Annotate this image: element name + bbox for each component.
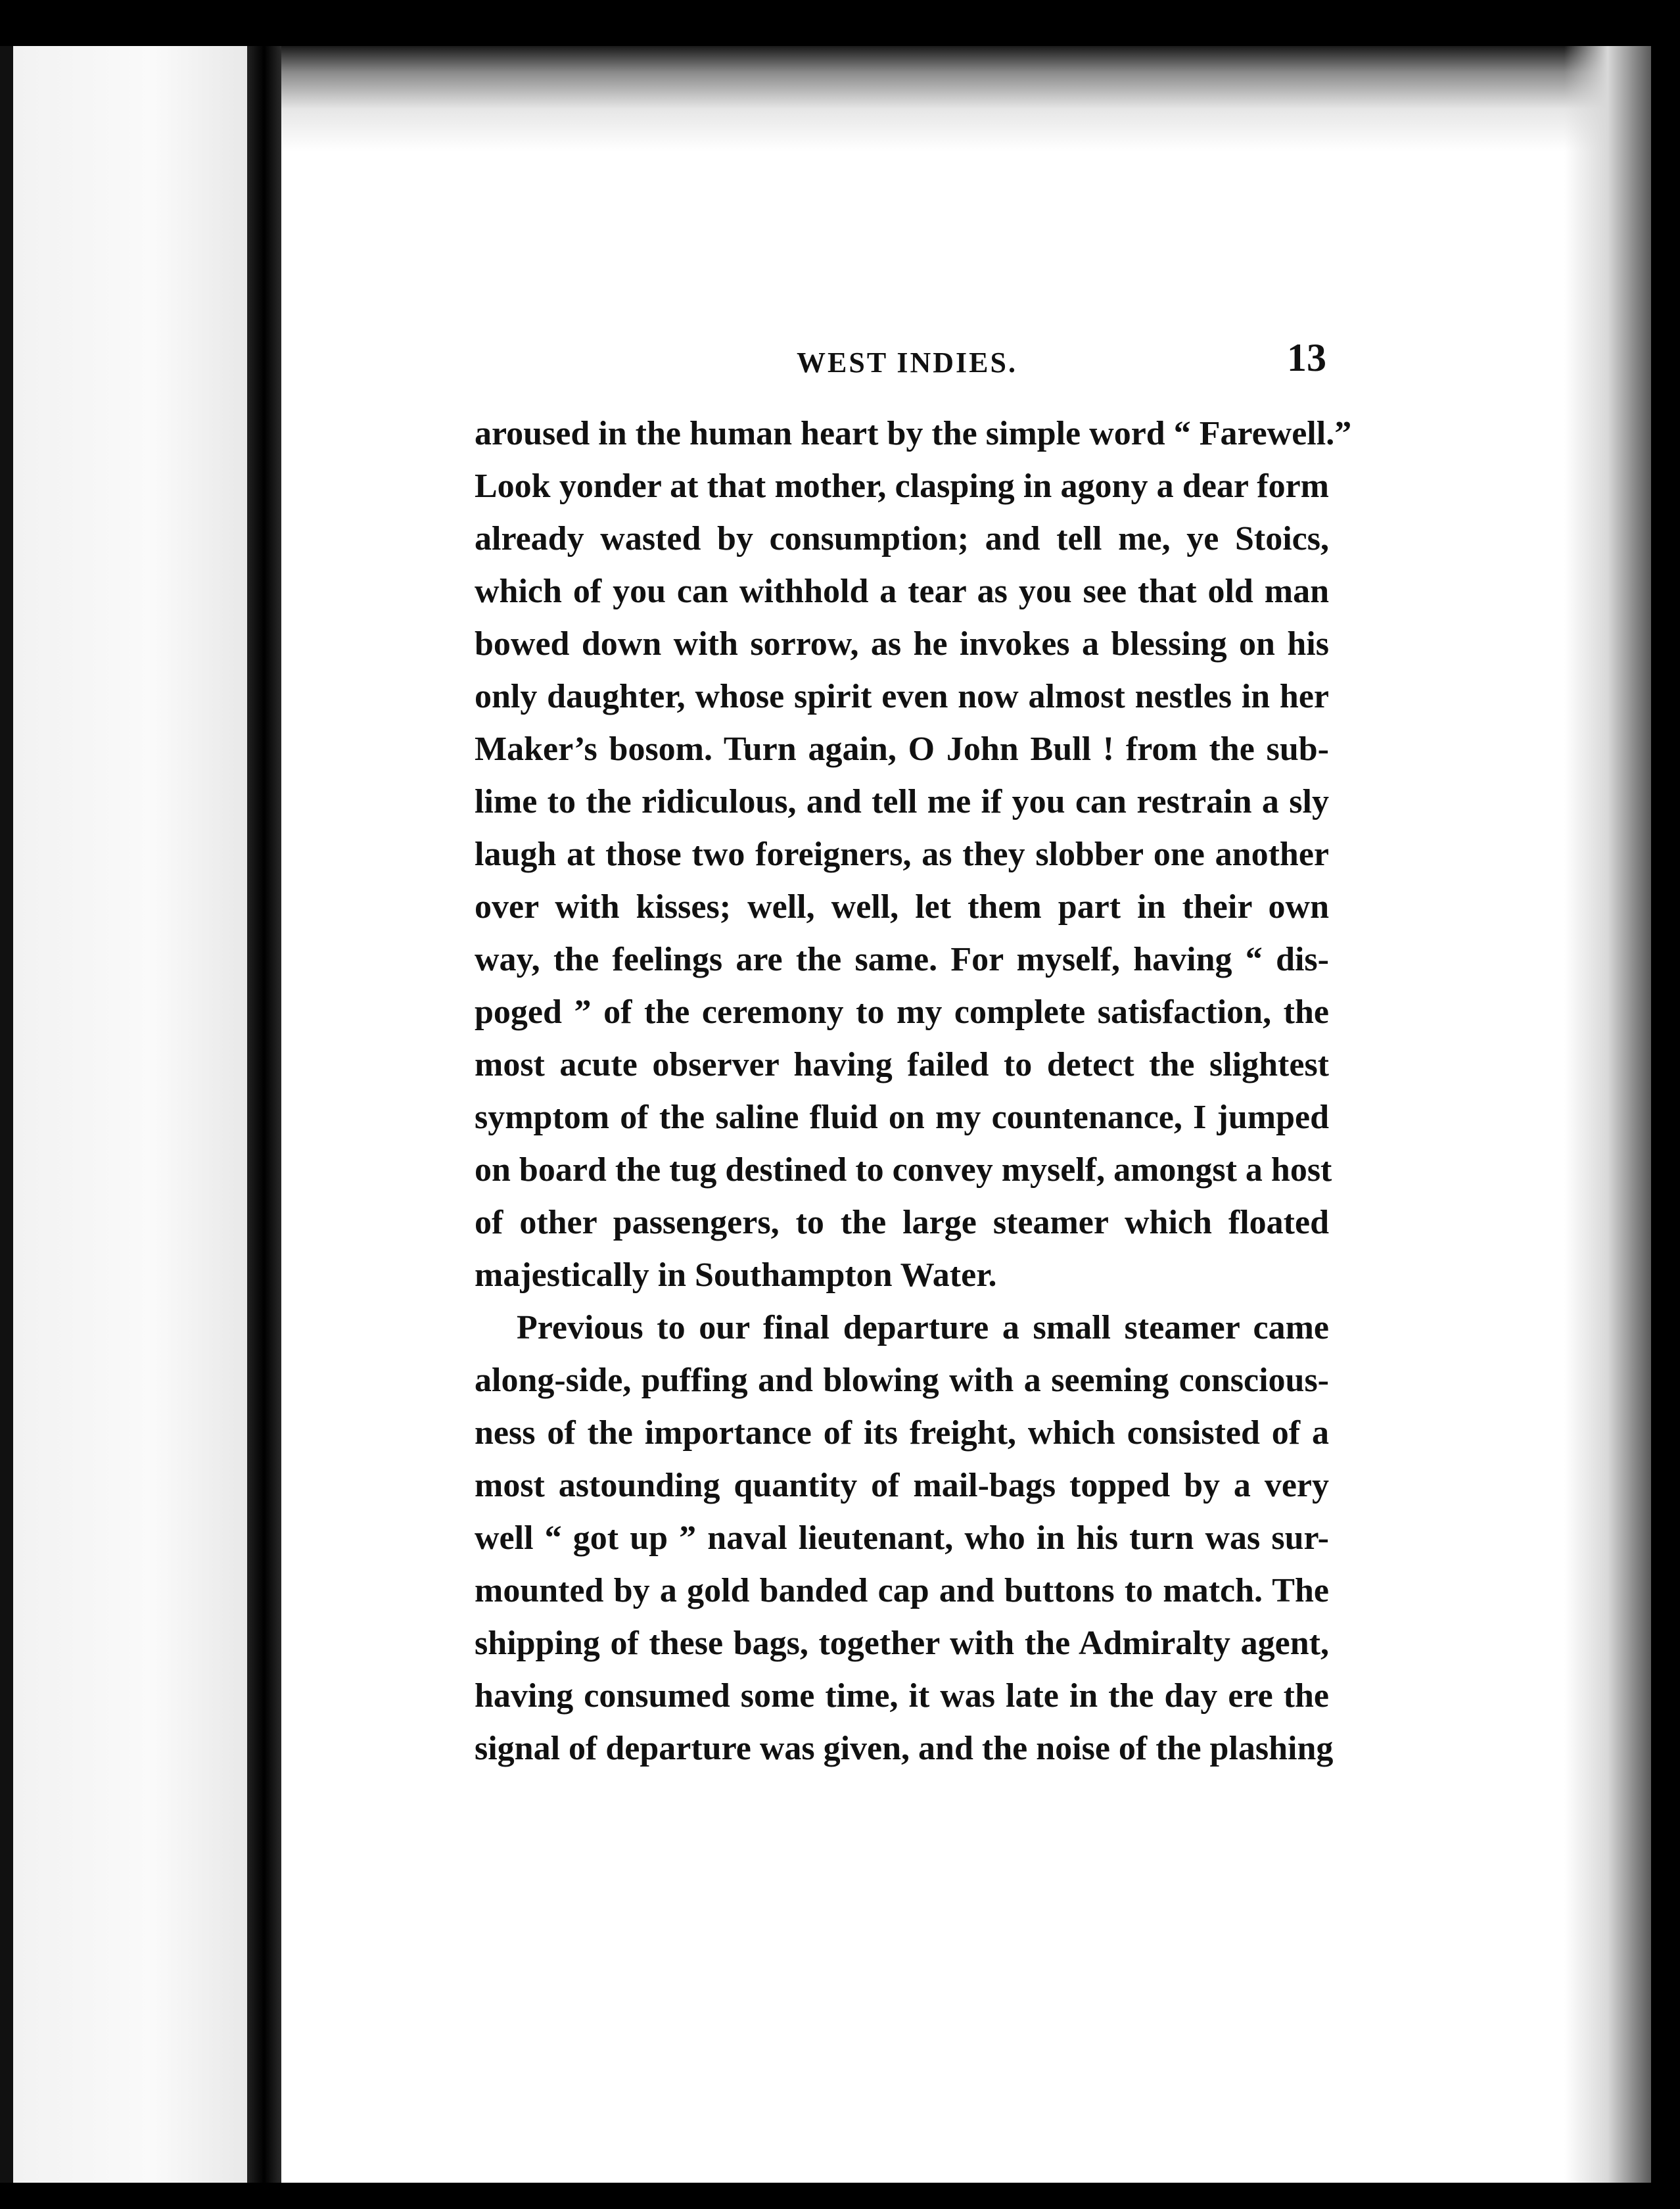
paragraph-1 [475, 408, 1352, 1302]
text-line: Look yonder at that mother, clasping in agony a dear form [475, 467, 1329, 505]
text-line: over with kisses; well, well, let them part in their own [475, 888, 1329, 926]
text-line: most acute observer having failed to detect the slightest [475, 1046, 1329, 1083]
text-line: having consumed some time, it was late in the day ere the [475, 1677, 1329, 1715]
text-line: already wasted by consumption; and tell me, ye Stoics, [475, 520, 1329, 558]
body-text [475, 408, 1352, 1775]
text-line: poged ” of the ceremony to my complete satisfaction, the [475, 993, 1329, 1031]
text-line: aroused in the human heart by the simple word “ Farewell.” [475, 415, 1352, 452]
scan-border-bottom [0, 2183, 1680, 2209]
facing-page-blank [13, 46, 247, 2183]
text-line: lime to the ridiculous, and tell me if you can restrain a sly [475, 783, 1329, 820]
text-line: bowed down with sorrow, as he invokes a blessing on his [475, 625, 1329, 663]
text-line: along-side, puffing and blowing with a seeming conscious- [475, 1362, 1329, 1399]
text-line: of other passengers, to the large steamer which floated [475, 1204, 1329, 1241]
text-line: laugh at those two foreigners, as they slobber one another [475, 836, 1329, 873]
text-line: mounted by a gold banded cap and buttons to match. The [475, 1572, 1329, 1609]
text-line: well “ got up ” naval lieutenant, who in his turn was sur- [475, 1519, 1329, 1557]
text-line: symptom of the saline fluid on my countenance, I jumped [475, 1099, 1329, 1136]
scan-border-right [1651, 0, 1680, 2209]
text-line: signal of departure was given, and the noise of the plashing [475, 1730, 1334, 1767]
page-number: 13 [1287, 336, 1326, 379]
text-line: way, the feelings are the same. For myself, having “ dis- [475, 941, 1329, 978]
paragraph-2 [475, 1302, 1334, 1775]
text-line: on board the tug destined to convey myself, amongst a host [475, 1151, 1332, 1189]
text-line: only daughter, whose spirit even now almost nestles in her [475, 678, 1329, 715]
text-line: Previous to our final departure a small steamer came [517, 1309, 1329, 1346]
scan-shadow-top [281, 46, 1622, 151]
text-line: most astounding quantity of mail-bags topped by a very [475, 1467, 1329, 1504]
text-line: ness of the importance of its freight, which consisted of a [475, 1414, 1329, 1452]
text-line: shipping of these bags, together with the Admiralty agent, [475, 1625, 1329, 1662]
running-head: WEST INDIES. [797, 346, 1017, 379]
text-line: which of you can withhold a tear as you see that old man [475, 573, 1329, 610]
page-header [475, 335, 1326, 388]
book-gutter [247, 46, 281, 2183]
scan-shadow-right [1564, 46, 1651, 2183]
text-line: majestically in Southampton Water. [475, 1256, 997, 1294]
scan-border-left [0, 0, 13, 2209]
scan-border-top [0, 0, 1680, 46]
text-line: Maker’s bosom. Turn again, O John Bull ! from the sub- [475, 730, 1329, 768]
